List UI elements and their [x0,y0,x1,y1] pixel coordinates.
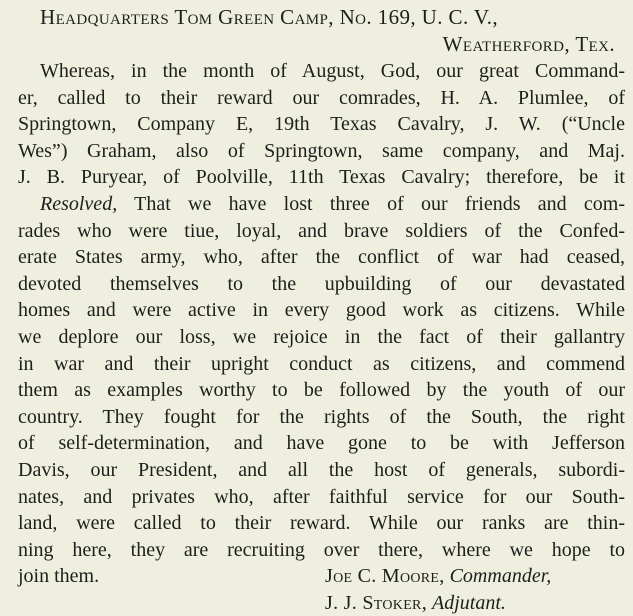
paragraph-line: in war and their upright conduct as citizens, and commend [18,352,625,375]
paragraph-line: we deplore our loss, we rejoice in the fact of their gallantry [18,325,625,348]
paragraph-line: Whereas, in the month of August, God, our great Command- [40,60,625,82]
paragraph-line: nates, and privates who, after faithful service for our South- [18,485,625,508]
commander-name: Joe C. Moore, [325,565,445,588]
paragraph-line: erate States army, who, after the conflict of war had ceased, [18,246,625,269]
paragraph-line: of self-determination, and have gone to be with Jefferson [18,432,625,455]
resolved-line-rest: That we have lost three of our friends and com- [117,192,625,215]
paragraph-line: rades who were tiue, loyal, and brave soldiers of the Confed- [18,219,625,242]
closing-text: join them. [18,565,100,588]
paragraph-line: country. They fought for the rights of the South, the right [18,405,625,428]
signature-row-commander [18,563,625,590]
paragraph-line: Davis, our President, and all the host of generals, subordi- [18,458,625,481]
adjutant-signature [325,590,506,616]
paragraph-line: J. B. Puryear, of Poolville, 11th Texas Cavalry; therefore, be it [18,166,625,189]
paragraph-line: ning here, they are recruiting over there, where we hope to [18,538,625,561]
paragraph-line: them as examples worthy to be followed by the youth of our [18,379,625,402]
resolved-word: Resolved, [40,192,118,215]
commander-title: Commander, [449,565,552,588]
paragraph-line: homes and were active in every good work as citizens. While [18,299,625,322]
paragraph-line: Springtown, Company E, 19th Texas Cavalry, J. W. (“Uncle [18,113,625,136]
adjutant-title: Adjutant. [432,591,506,614]
whereas-paragraph [18,58,625,191]
paragraph-line: land, were called to their reward. While our ranks are thin- [18,512,625,535]
camp-location: Weatherford, Tex. [442,32,615,56]
adjutant-name: J. J. Stoker, [325,591,427,614]
paragraph-line: er, called to their reward our comrades, H. A. Plumlee, of [18,86,625,109]
paragraph-line: devoted themselves to the upbuilding of our devastated [18,272,625,295]
commander-signature [325,563,551,590]
resolved-paragraph [18,191,625,563]
camp-header: Headquarters Tom Green Camp, No. 169, U. C. V., [40,5,499,29]
signature-row-adjutant [18,590,625,616]
paragraph-line: Wes”) Graham, also of Springtown, same company, and Maj. [18,139,625,162]
paragraph-line [18,191,625,218]
